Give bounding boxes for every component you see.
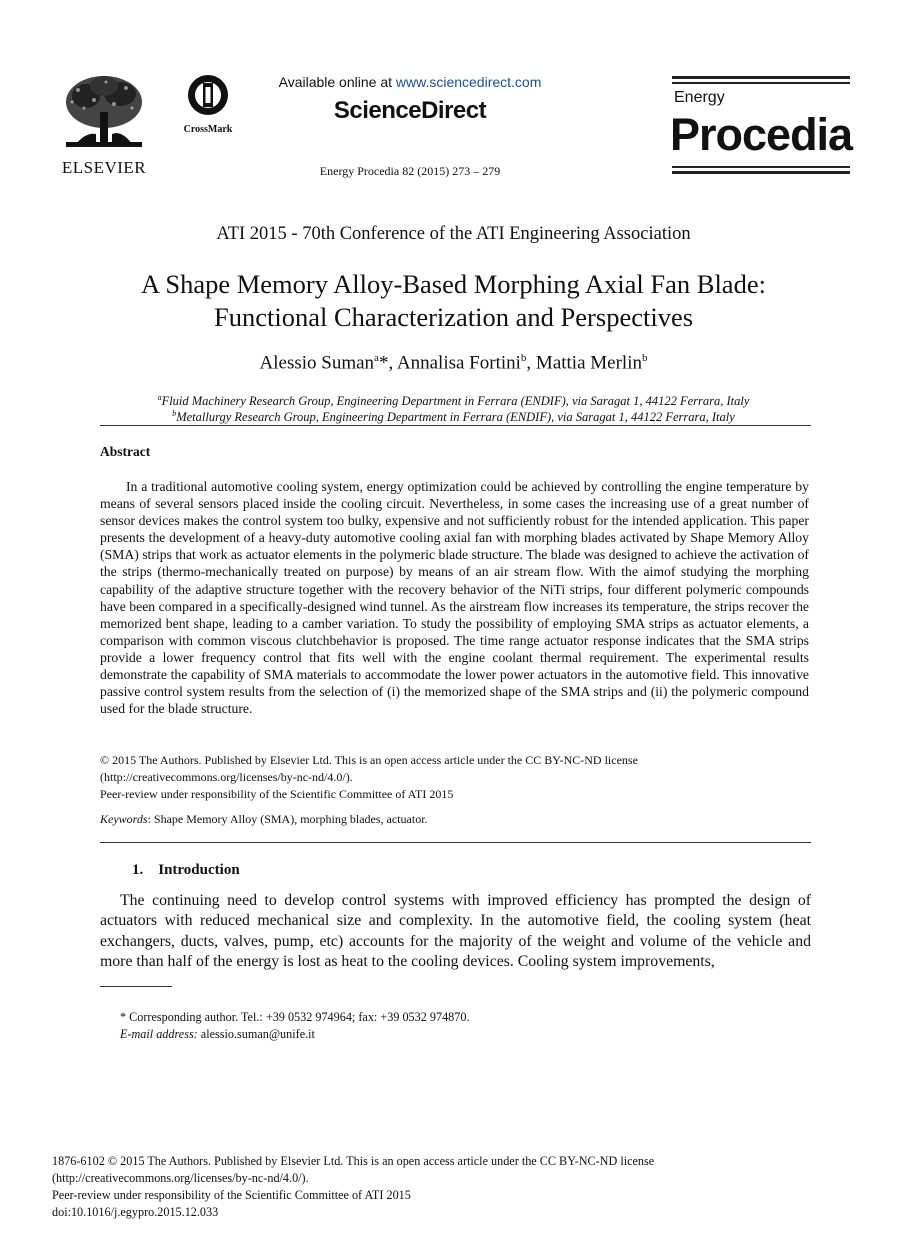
section-number: 1. (132, 862, 144, 878)
email-address[interactable]: alessio.suman@unife.it (197, 1027, 315, 1041)
peer-review-line: Peer-review under responsibility of the Scientific Committee of ATI 2015 (100, 787, 454, 801)
elsevier-wordmark: ELSEVIER (61, 158, 147, 177)
page-footer (52, 1153, 852, 1221)
section-title: Introduction (158, 862, 240, 878)
crossmark-label: CrossMark (183, 124, 233, 135)
section-heading (132, 862, 240, 879)
issn-license-line: 1876-6102 © 2015 The Authors. Published by Elsevier Ltd. This is an open access article under the CC BY-NC-ND license (52, 1154, 655, 1168)
author-name: Alessio Suman (259, 352, 375, 374)
procedia-rule-4 (672, 171, 850, 174)
footer-peer-review: Peer-review under responsibility of the Scientific Committee of ATI 2015 (52, 1188, 411, 1202)
affiliation-a (0, 393, 907, 409)
author-affil-sup: b (641, 352, 648, 364)
keywords-label: Keywords (100, 812, 148, 826)
title-line-1: A Shape Memory Alloy-Based Morphing Axial Fan Blade: (141, 269, 766, 299)
procedia-rule-1 (672, 76, 850, 79)
email-footnote (120, 1027, 315, 1042)
journal-name-large: Procedia (670, 109, 853, 160)
copyright-line: © 2015 The Authors. Published by Elsevier Ltd. This is an open access article under the CC BY-NC-ND license (100, 753, 638, 767)
footer-license-link[interactable]: (http://creativecommons.org/licenses/by-nc-nd/4.0/). (52, 1171, 309, 1185)
divider-top (100, 425, 811, 426)
author-name: Annalisa Fortini (396, 352, 521, 374)
affiliation-b (0, 409, 907, 425)
author-name: Mattia Merlin (535, 352, 642, 374)
sciencedirect-title: ScienceDirect (333, 97, 487, 124)
affiliation-sup: b (172, 409, 177, 418)
abstract-heading: Abstract (100, 444, 151, 459)
crossmark-icon (180, 73, 236, 119)
author-affil-sup: a (374, 352, 379, 364)
author-affil-sup: b (520, 352, 527, 364)
affiliation-text: Metallurgy Research Group, Engineering Department in Ferrara (ENDIF), via Saragat 1, 44122 Ferrara, Italy (176, 410, 735, 425)
divider-abstract (100, 842, 811, 843)
keywords-line (100, 812, 800, 827)
crossmark-badge[interactable] (180, 73, 236, 133)
sciencedirect-link[interactable]: www.sciencedirect.com (395, 74, 542, 90)
doi-line[interactable]: doi:10.1016/j.egypro.2015.12.033 (52, 1205, 219, 1219)
corresponding-author-footnote: * Corresponding author. Tel.: +39 0532 974964; fax: +39 0532 974870. (120, 1010, 470, 1024)
elsevier-tree-logo (56, 72, 152, 152)
procedia-rule-2 (672, 82, 850, 84)
title-line-2: Functional Characterization and Perspectives (213, 302, 694, 332)
affiliation-sup: a (157, 393, 162, 402)
procedia-rule-3 (672, 166, 850, 168)
footnote-rule (100, 986, 172, 987)
conference-name: ATI 2015 - 70th Conference of the ATI Engineering Association (216, 224, 691, 244)
author-list (0, 352, 907, 374)
copyright-block (100, 752, 800, 803)
abstract-text: In a traditional automotive cooling system, energy optimization could be achieved by controlling the engine temperature by means of several sensors placed inside the cooling circuit. Nevertheless, in some cases the increasing use of a great number of sensor devices makes the control system too bulky, expensive and not sufficiently robust for the intended application. This paper presents the development of a heavy-duty automotive cooling axial fan with morphing blades activated by Shape Memory Alloy (SMA) strips that work as actuator elements in the polymeric blade structure. The blade was designed to achieve the activation of the strips (thermo-mechanically treated on purpose) by means of an air stream flow. With the aimof studying the morphing capability of the adaptive structure together with the recovery behavior of the NiTi strips, four different polymeric compounds have been compared in a specifically-designed wind tunnel. As the airstream flow increases its temperature, the strips recover the memorized bent shape, leading to a camber variation. To study the possibility of employing SMA strips as actuator elements, a comparison with common viscous clutchbehavior is proposed. The time range actuator response indicates that the SMA strips provide a lower frequency control that fits well with the engine coolant thermal requirement. The experimental results demonstrate the capability of SMA materials to accommodate the lower power actuators in the automotive field. This innovative passive control system results from the selection of (i) the memorized shape of the SMA strips and (ii) the polymeric compound used for the blade structure. (100, 479, 809, 717)
available-online-line (265, 74, 555, 90)
journal-reference: Energy Procedia 82 (2015) 273 – 279 (319, 164, 501, 178)
available-prefix: Available online at (278, 74, 396, 90)
introduction-paragraph: The continuing need to develop control systems with improved efficiency has prompted the design of actuators with reduced mechanical size and complexity. In the automotive field, the cooling system (heat exchangers, ducts, valves, pump, etc) accounts for the majority of the weight and volume of the vehicle and more than half of the energy is lost as heat to the cooling devices. Cooling system improvements, (100, 892, 811, 970)
affiliation-text: Fluid Machinery Research Group, Engineering Department in Ferrara (ENDIF), via Saragat 1, 44122 Ferrara, Italy (161, 394, 750, 409)
author-mark: *, (378, 352, 397, 374)
email-label: E-mail address: (120, 1027, 198, 1041)
journal-name-small: Energy (674, 89, 725, 106)
license-link[interactable]: (http://creativecommons.org/licenses/by-nc-nd/4.0/). (100, 770, 353, 784)
article-title (0, 268, 907, 334)
author-mark: , (526, 352, 536, 374)
keywords-text: : Shape Memory Alloy (SMA), morphing blades, actuator. (147, 812, 428, 826)
